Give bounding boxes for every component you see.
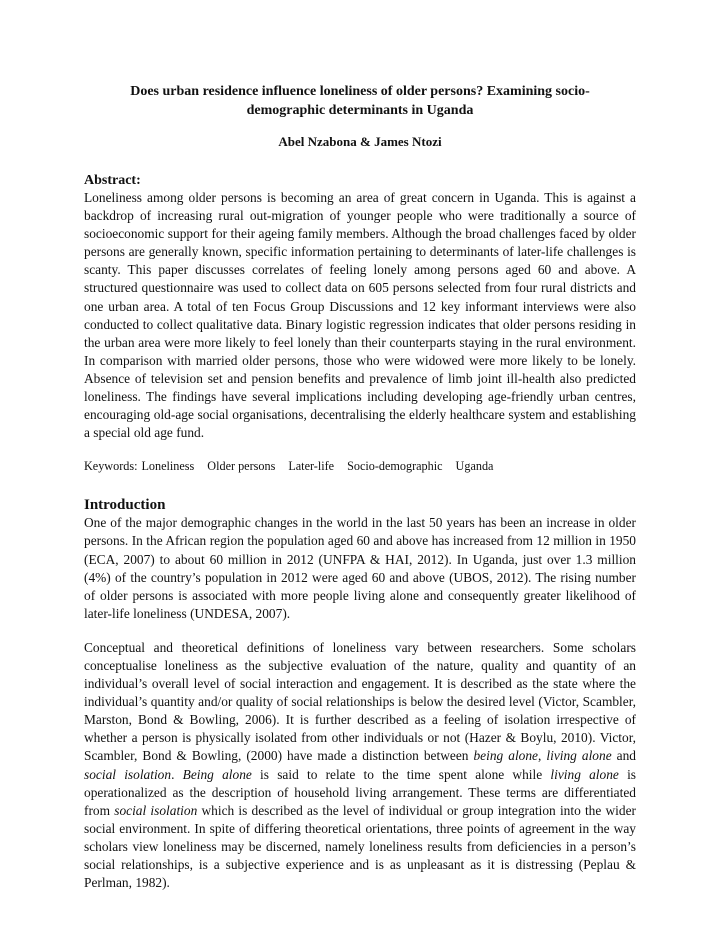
text-run: which is described as the level of individual or group integration into the wider social environment. In spite of differing theoretical orientations, three points of agreement in the way scholars view loneliness may be discerned, namely loneliness results from deficiencies in a person’s social relationships, is a subjective experience and is as unpleasant as it is distressing (Peplau & Perlman, 1982). (84, 802, 637, 891)
text-run: is operationalized as the description of household living arrangement. These terms are differentiated from (84, 766, 637, 818)
keyword-item: Uganda (455, 459, 494, 474)
introduction-paragraph-1: One of the major demographic changes in the world in the last 50 years has been an increase in older persons. In the African region the population aged 60 and above has increased from 12 million in 1950 (ECA, 2007) to about 60 million in 2012 (UNFPA & HAI, 2012). In Uganda, just over 1.3 million (4%) of the country’s population in 2012 were aged 60 and above (UBOS, 2012). The rising number of older persons is associated with more people living alone and consequently greater likelihood of later-life loneliness (UNDESA, 2007). (84, 515, 636, 621)
term-being-alone: Being alone (182, 766, 252, 782)
term-being-alone: being alone (473, 748, 538, 764)
text-run: . (171, 766, 183, 782)
text-run: and (611, 748, 636, 764)
keywords-label: Keywords: (84, 459, 138, 474)
introduction-paragraph-2 (84, 639, 636, 892)
keyword-item: Older persons (207, 459, 276, 474)
paragraph-gap (84, 623, 636, 639)
keyword-item: Socio-demographic (347, 459, 443, 474)
keywords-line (84, 458, 636, 474)
text-run: Conceptual and theoretical definitions of loneliness vary between researchers. Some scholars conceptualise loneliness as the subjective evaluation of the nature, quality and quantity of an individual’s overall level of social interaction and engagement. It is described as the state where the individual’s quantity and/or quality of social relationships is below the desired level (Victor, Scambler, Marston, Bond & Bowling, 2006). It is further described as a feeling of isolation irrespective of whether a person is physically isolated from other individuals or not (Hazer & Boylu, 2010). Victor, Scambler, Bond & Bowling, (2000) have made a distinction between (84, 639, 636, 764)
paper-title: Does urban residence influence loneliness of older persons? Examining socio-demographic determinants in Uganda (130, 84, 590, 118)
term-social-isolation: social isolation (84, 766, 172, 782)
term-living-alone: living alone (550, 766, 619, 782)
term-living-alone: living alone (546, 748, 612, 764)
introduction-heading: Introduction (84, 497, 166, 514)
text-run: , (538, 748, 547, 764)
text-run: is said to relate to the time spent alone while (251, 766, 551, 782)
abstract-text: Loneliness among older persons is becoming an area of great concern in Uganda. This is against a backdrop of increasing rural out-migration of younger people who were traditionally a source of socioeconomic support for their ageing family members. Although the broad challenges faced by older persons are generally known, specific information pertaining to determinants of later-life challenges is scanty. This paper discusses correlates of feeling lonely among persons aged 60 and above. A structured questionnaire was used to collect data on 605 persons selected from four rural districts and one urban area. A total of ten Focus Group Discussions and 12 key informant interviews were also conducted to collect qualitative data. Binary logistic regression indicates that older persons residing in the urban area were more likely to feel lonely than their counterparts staying in the rural environment. In comparison with married older persons, those who were widowed were more likely to be lonely. Absence of television set and pension benefits and prevalence of limb joint ill-health also predicted loneliness. The findings have several implications including developing age-friendly urban centres, encouraging old-age social organisations, decentralising the elderly healthcare system and establishing a special old age fund. (84, 190, 636, 441)
keyword-item: Later-life (288, 459, 335, 474)
term-social-isolation: social isolation (114, 802, 198, 818)
abstract-heading: Abstract: (84, 173, 141, 188)
keyword-item: Loneliness (141, 459, 195, 474)
paper-authors: Abel Nzabona & James Ntozi (278, 134, 442, 149)
